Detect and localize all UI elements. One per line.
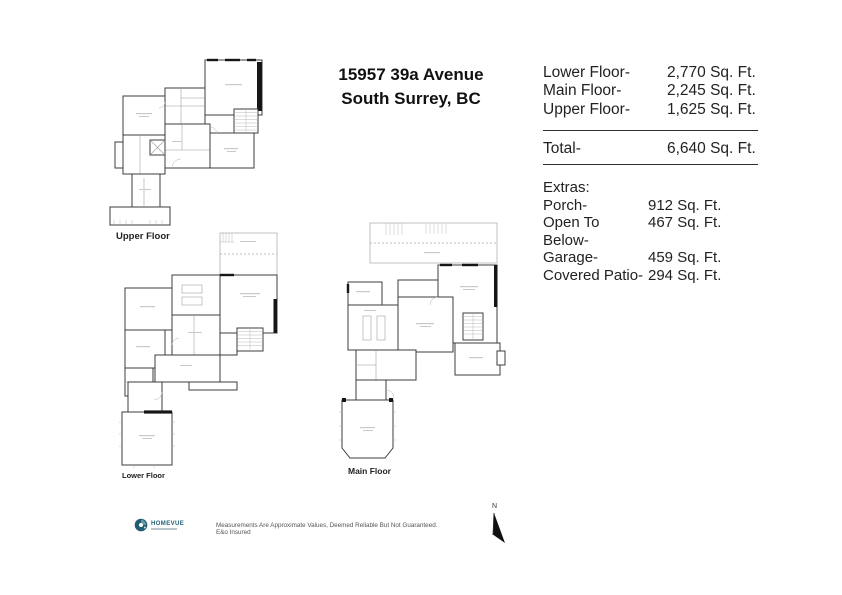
north-arrow [484,503,510,549]
north-label: N [492,503,498,510]
extras-list [543,179,758,284]
upper-floor-plan [106,54,266,232]
row-value: 2,770 Sq. Ft. [667,64,756,81]
porch [342,400,393,458]
property-title [322,63,500,110]
row-label: Upper Floor- [543,100,630,118]
lower-floor-label: Lower Floor [122,471,165,480]
row-value: 912 Sq. Ft. [648,196,722,214]
brand-logo [134,518,184,532]
logo-tagline-bar [151,528,177,530]
table-row [543,101,758,119]
garage [455,343,500,375]
divider-line [543,130,758,131]
row-value: 1,625 Sq. Ft. [667,100,756,118]
row-label: Open To Below- [543,214,600,249]
row-label: Porch- [543,196,588,214]
extras-heading: Extras: [543,179,590,196]
row-value: 467 Sq. Ft. [648,214,722,231]
row-value: 294 Sq. Ft. [648,266,722,284]
main-floor-plan [336,222,514,464]
row-label: Lower Floor- [543,64,630,81]
list-item [543,214,758,249]
row-value: 459 Sq. Ft. [648,249,722,266]
table-row [543,82,758,100]
list-item [543,249,758,267]
logo-icon [134,518,148,532]
main-floor-label: Main Floor [348,466,391,476]
logo-text: HOMEVUE [151,520,185,527]
area-summary-table [543,64,758,119]
upper-floor-label: Upper Floor [116,231,170,242]
property-address: 15957 39a Avenue [338,65,484,84]
property-city: South Surrey, BC [341,88,481,108]
list-item [543,197,758,215]
north-arrow-icon [484,503,510,549]
lower-floor-plan [114,227,292,469]
disclaimer-text: Measurements Are Approximate Values, Deemed Reliable But Not Guaranteed. E&o Insured [216,522,438,536]
list-item [543,267,758,285]
table-row [543,64,758,82]
row-value: 2,245 Sq. Ft. [667,82,756,100]
row-label: Covered Patio- [543,266,644,284]
row-label: Garage- [543,249,599,266]
total-row [543,140,758,158]
total-value: 6,640 Sq. Ft. [667,140,756,157]
total-label: Total- [543,140,581,157]
row-label: Main Floor- [543,82,622,100]
divider-line [543,164,758,165]
